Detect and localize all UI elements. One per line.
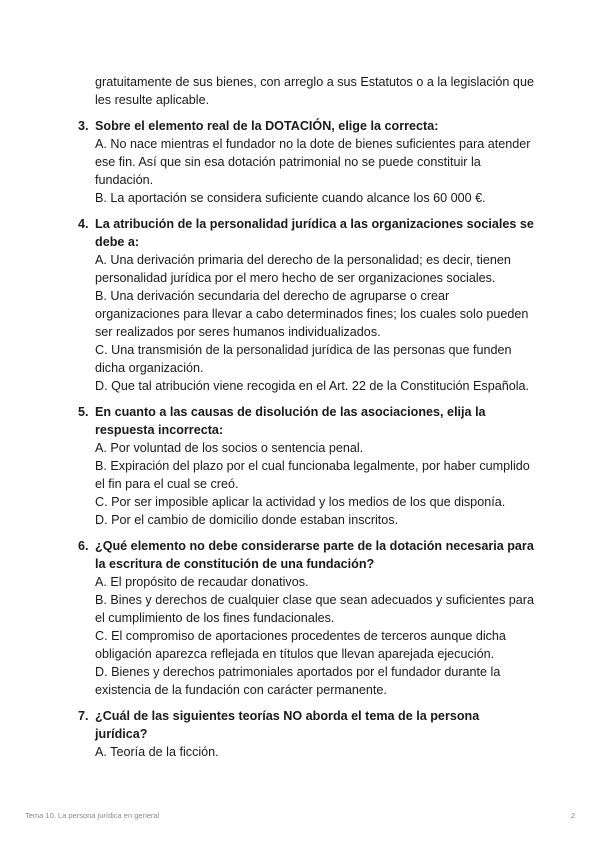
question-item	[0, 117, 600, 207]
question-item	[0, 403, 600, 529]
question-number: 3.	[78, 119, 89, 133]
page-number: 2	[570, 811, 575, 820]
question-item	[0, 707, 600, 761]
question-title: En cuanto a las causas de disolución de las asociaciones, elija la respuesta incorrecta:	[95, 405, 486, 437]
answer-option: D. Por el cambio de domicilio donde estaban inscritos.	[95, 513, 399, 527]
question-body	[95, 707, 535, 761]
question-item	[0, 215, 600, 395]
answer-option: A. Una derivación primaria del derecho de la personalidad; es decir, tienen personalidad jurídica por el mero hecho de ser organizaciones sociales.	[95, 253, 511, 285]
answer-option: B. Bines y derechos de cualquier clase que sean adecuados y suficientes para el cumplimiento de los fines fundacionales.	[95, 593, 534, 625]
answer-option: B. Una derivación secundaria del derecho de agruparse o crear organizaciones para llevar a cabo determinados fines; los cuales solo pueden ser realizados por seres humanos individualizados.	[95, 289, 529, 339]
answer-option: B. Expiración del plazo por el cual funcionaba legalmente, por haber cumplido el fin para el cual se creó.	[95, 459, 530, 491]
answer-option: C. Por ser imposible aplicar la actividad y los medios de los que disponía.	[95, 495, 506, 509]
question-body	[95, 215, 535, 395]
question-number: 5.	[78, 405, 89, 419]
question-title: La atribución de la personalidad jurídica a las organizaciones sociales se debe a:	[95, 217, 534, 249]
question-body	[95, 537, 535, 699]
question-number: 6.	[78, 539, 89, 553]
question-item	[0, 537, 600, 699]
answer-option: D. Bienes y derechos patrimoniales aportados por el fundador durante la existencia de la fundación con carácter permanente.	[95, 665, 501, 697]
question-body	[95, 403, 535, 529]
answer-option: A. Teoría de la ficción.	[95, 745, 219, 759]
answer-option: C. El compromiso de aportaciones procedentes de terceros aunque dicha obligación aparezca reflejada en títulos que llevan aparejada ejecución.	[95, 629, 506, 661]
footer-title: Tema 10. La persona jurídica en general	[25, 811, 160, 820]
question-number: 4.	[78, 217, 89, 231]
question-title: ¿Qué elemento no debe considerarse parte de la dotación necesaria para la escritura de constitución de una fundación?	[95, 539, 534, 571]
answer-option: C. Una transmisión de la personalidad jurídica de las personas que funden dicha organización.	[95, 343, 512, 375]
intro-paragraph: gratuitamente de sus bienes, con arreglo a sus Estatutos o a la legislación que les resulte aplicable.	[95, 75, 534, 107]
question-number: 7.	[78, 709, 89, 723]
answer-option: A. Por voluntad de los socios o sentencia penal.	[95, 441, 364, 455]
answer-option: A. No nace mientras el fundador no la dote de bienes suficientes para atender ese fin. Así que sin esa dotación patrimonial no se puede constituir la fundación.	[95, 137, 531, 187]
answer-option: B. La aportación se considera suficiente cuando alcance los 60 000 €.	[95, 191, 486, 205]
question-body	[95, 117, 535, 207]
question-title: Sobre el elemento real de la DOTACIÓN, elige la correcta:	[95, 119, 439, 133]
answer-option: D. Que tal atribución viene recogida en el Art. 22 de la Constitución Española.	[95, 379, 530, 393]
question-title: ¿Cuál de las siguientes teorías NO aborda el tema de la persona jurídica?	[95, 709, 480, 741]
question-list	[0, 117, 600, 769]
answer-option: A. El propósito de recaudar donativos.	[95, 575, 309, 589]
